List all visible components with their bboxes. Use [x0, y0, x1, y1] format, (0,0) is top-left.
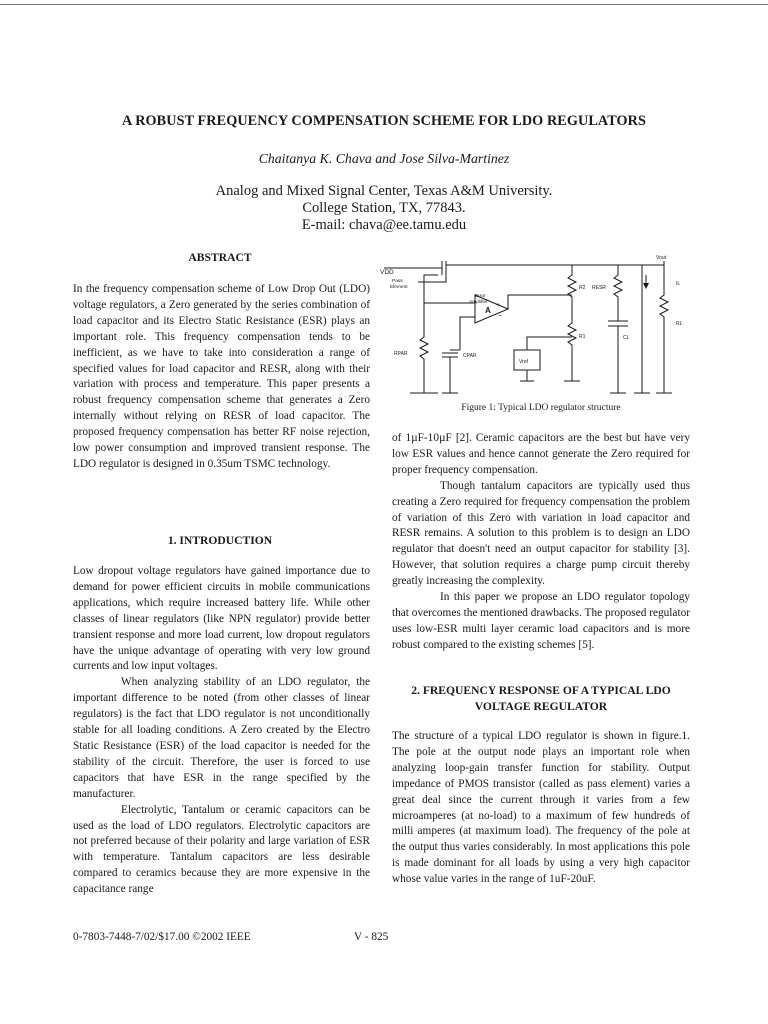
abstract-paragraph: In the frequency compensation scheme of Low Drop Out (LDO) voltage regulators, a Zero generated by the series combination of load capacitor and its Electro Static Resistance (ESR) plays an important role. This frequency compensation tends to be inefficient, as we have to take into consideration a range of specified values for load capacitor and RESR, along with their variation with process and temperature. This paper presents a robust frequency compensation scheme that generates a Zero internally without relying on RESR of load capacitor. The proposed frequency compensation has better RF noise rejection, low power consumption and improved transient response. The LDO regulator is designed in 0.35um TSMC technology. [73, 283, 370, 470]
section2-heading [392, 683, 690, 715]
ldo-circuit-diagram [380, 255, 695, 400]
pass-label: Pass [392, 279, 403, 284]
abstract-heading: ABSTRACT [188, 251, 252, 264]
affiliation-line: Analog and Mixed Signal Center, Texas A&M University. [215, 183, 553, 199]
section2-paragraph: The structure of a typical LDO regulator is shown in figure.1. The pole at the output node plays an important role when analyzing loop-gain transfer function for stability. Output impedance of PMOS transistor (called as pass element) varies a great deal since the current through it varies from a few microamperes (at no-load) to a maximum of few hundreds of milli amperes (at maximum load). The frequency of the pole at the output thus varies considerably. In most applications this pole is made dominant for all loads by using a very high capacitor whose value varies in the range of 1uF-20uF. [392, 730, 690, 886]
section2-heading-line2: VOLTAGE REGULATOR [474, 700, 608, 713]
vdd-label: VDD [380, 269, 394, 276]
rpar-label: RPAR [394, 351, 408, 357]
intro-paragraph-2: When analyzing stability of an LDO regulator, the important difference to be noted (from other classes of linear regulators) is the fact that LDO regulator is not unconditionally stable for all loading conditions. A Zero created by the Electro Static Resistance (ESR) of the load capacitor is needed for the stability of the circuit. Therefore, the user is forced to use capacitors that have ESR in the range specified by the manufacturer. [73, 676, 370, 800]
section2-text [392, 729, 690, 888]
element-label: Element [390, 285, 408, 290]
cl-label: CL [623, 335, 630, 341]
error-label: Error [475, 294, 486, 299]
plus-label: + [496, 302, 501, 309]
r2-label: R2 [579, 285, 586, 291]
figure-caption: Figure 1: Typical LDO regulator structure [461, 403, 621, 413]
right-paragraph-2: Though tantalum capacitors are typically used thus creating a Zero required for frequency compensation the problem of variation of this Zero with variation in load capacitor and RESR remains. A solution to this problem is to design an LDO regulator that doesn't need an output capacitor for stability [3]. However, that solution requires a charge pump circuit thereby greatly increasing the complexity. [392, 479, 690, 588]
footer-page-number: V - 825 [354, 931, 389, 943]
introduction-text [73, 564, 370, 898]
footer-copyright: 0-7803-7448-7/02/$17.00 ©2002 IEEE [73, 931, 251, 943]
right-column-text [392, 431, 690, 654]
right-paragraph-3: In this paper we propose an LDO regulator topology that overcomes the mentioned drawbacks. The proposed regulator uses low-ESR multi layer ceramic load capacitors and is more robust compared to the existing schemes [5]. [392, 591, 690, 651]
section2-heading-line1: 2. FREQUENCY RESPONSE OF A TYPICAL LDO [411, 684, 671, 697]
paper-title: A ROBUST FREQUENCY COMPENSATION SCHEME FOR LDO REGULATORS [121, 113, 646, 129]
amp-label: A [485, 306, 491, 315]
affiliation-block [0, 183, 768, 234]
minus-label: − [498, 313, 503, 320]
r1-label: R1 [579, 334, 586, 340]
cpar-label: CPAR [463, 353, 477, 359]
rl-label: RL [676, 321, 683, 327]
top-rule [0, 4, 768, 5]
right-paragraph-1: of 1µF-10µF [2]. Ceramic capacitors are the best but have very low ESR values and hence cannot generate the Zero required for proper frequency compensation. [392, 432, 690, 476]
il-label: IL [676, 281, 681, 287]
ldo-circuit-figure [380, 255, 695, 400]
vref-label: Vref [519, 359, 528, 365]
resr-label: RESR [592, 285, 606, 291]
intro-paragraph-1: Low dropout voltage regulators have gained importance due to demand for power efficient circuits in mobile communications applications, which require increased battery life. While other classes of linear regulators (like NPN regulator) provide better transient response and more load current, low dropout regulators have the unique advantage of operating with very low ground currents and low input voltages. [73, 565, 370, 673]
introduction-heading: 1. INTRODUCTION [167, 534, 273, 547]
paper-authors: Chaitanya K. Chava and Jose Silva-Martinez [258, 151, 510, 166]
abstract-text [73, 282, 370, 473]
vout-label: Vout [656, 255, 667, 261]
intro-paragraph-3: Electrolytic, Tantalum or ceramic capacitors can be used as the load of LDO regulators. Electrolytic capacitors are not preferred because of their polarity and large variation of ESR with temperature. Tantalum capacitors are less desirable compared to ceramics because they are more expensive in the capacitance range [73, 803, 370, 896]
affiliation-email: E-mail: chava@ee.tamu.edu [301, 217, 467, 233]
affiliation-address: College Station, TX, 77843. [302, 200, 466, 216]
amplifier-label: Amplifier [469, 300, 488, 305]
